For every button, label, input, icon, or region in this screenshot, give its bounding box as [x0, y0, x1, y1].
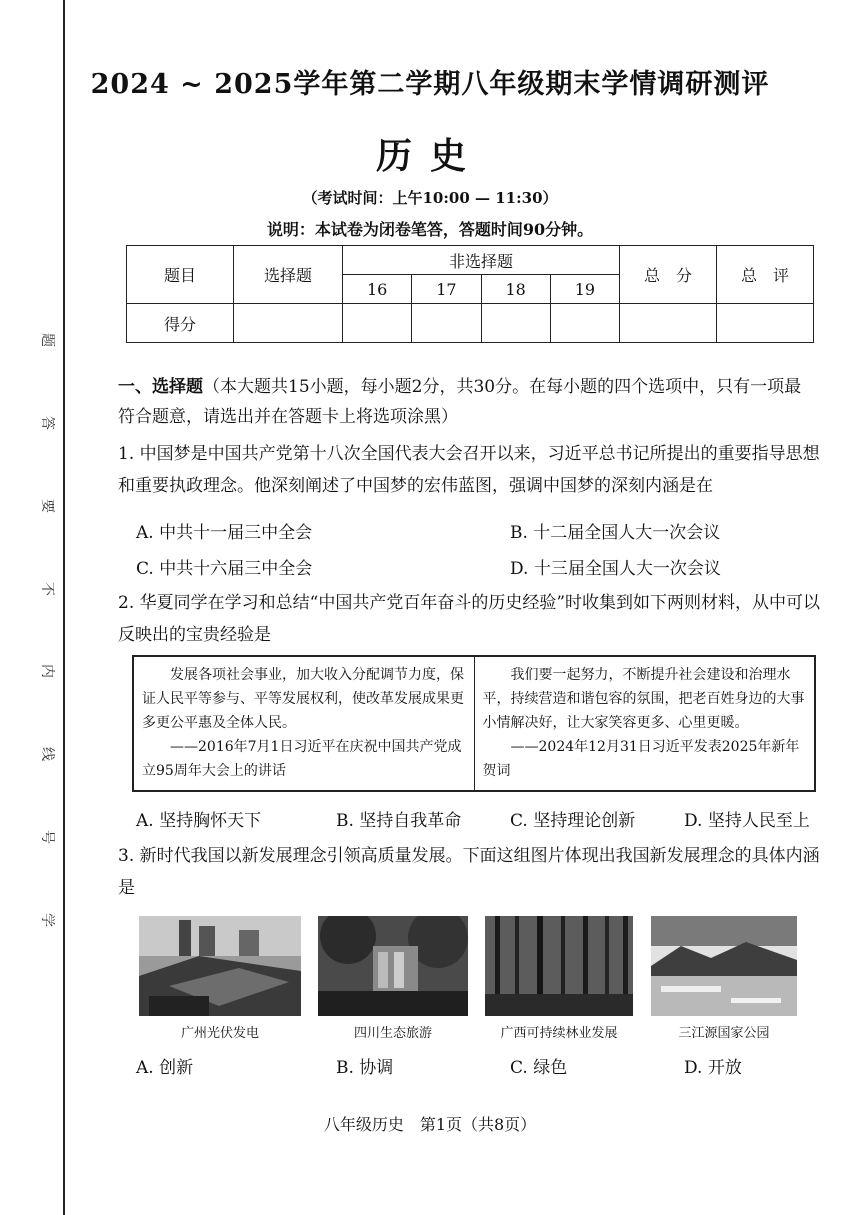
page-footer: 八年级历史 第1页（共8页）	[323, 1115, 537, 1134]
q1-option-c: C. 中共十六届三中全会	[136, 559, 313, 579]
score-cell	[620, 304, 717, 343]
section-1-intro	[118, 372, 818, 432]
binding-line	[63, 0, 65, 1215]
q2-option-a: A. 坚持胸怀天下	[136, 811, 262, 831]
score-table	[126, 245, 814, 343]
margin-char: 号	[39, 830, 55, 845]
photo-caption-3: 广西可持续林业发展	[500, 1026, 618, 1041]
exam-note: 说明：本试卷为闭卷笔答，答题时间90分钟。	[266, 220, 594, 239]
q2-material-left	[134, 657, 474, 790]
q2-material-box	[132, 655, 816, 792]
q3-option-b: B. 协调	[336, 1058, 394, 1078]
score-table-q16: 16	[343, 275, 412, 304]
q2-quote-left: 发展各项社会事业，加大收入分配调节力度，保证人民平等参与、平等发展权利，使改革发展成果更多更公平惠及全体人民。	[142, 667, 464, 731]
q3-option-d: D. 开放	[684, 1058, 742, 1078]
score-cell	[234, 304, 343, 343]
score-cell	[481, 304, 550, 343]
photo-caption-1: 广州光伏发电	[180, 1026, 259, 1041]
photo-guangxi-forestry	[485, 916, 633, 1016]
photo-caption-4: 三江源国家公园	[678, 1026, 770, 1041]
q2-source-left: ——2016年7月1日习近平在庆祝中国共产党成立95周年大会上的讲话	[142, 739, 462, 779]
score-table-header-choice: 选择题	[234, 246, 343, 304]
score-cell	[550, 304, 619, 343]
photo-sichuan-ecotourism	[318, 916, 468, 1016]
q1-option-d: D. 十三届全国人大一次会议	[510, 559, 721, 579]
question-3-stem: 3. 新时代我国以新发展理念引领高质量发展。下面这组图片体现出我国新发展理念的具体内涵是	[118, 846, 820, 898]
score-table-header-item: 题目	[127, 246, 234, 304]
q1-option-a: A. 中共十一届三中全会	[136, 523, 313, 543]
score-table-row-label: 得分	[127, 304, 234, 343]
margin-char: 不	[39, 581, 55, 596]
score-table-header-non-choice: 非选择题	[343, 246, 620, 275]
margin-char: 要	[39, 498, 55, 513]
subject-title: 历史	[375, 135, 484, 177]
score-table-q18: 18	[481, 275, 550, 304]
margin-char: 线	[39, 747, 55, 762]
photo-sanjiangyuan-park	[651, 916, 797, 1016]
q3-option-c: C. 绿色	[510, 1058, 568, 1078]
margin-char: 题	[39, 333, 55, 347]
q2-source-right: ——2024年12月31日习近平发表2025年新年贺词	[482, 739, 800, 779]
q2-option-b: B. 坚持自我革命	[336, 811, 462, 831]
q3-option-a: A. 创新	[136, 1058, 194, 1078]
q2-material-right	[474, 657, 815, 790]
q1-option-b: B. 十二届全国人大一次会议	[510, 523, 721, 543]
binding-margin-text	[38, 330, 58, 930]
score-cell	[343, 304, 412, 343]
margin-char: 内	[39, 664, 55, 679]
section-1-heading: 一、选择题	[118, 377, 203, 397]
question-1-stem: 1. 中国梦是中国共产党第十八次全国代表大会召开以来，习近平总书记所提出的重要指导思想和重要执政理念。他深刻阐述了中国梦的宏伟蓝图，强调中国梦的深刻内涵是在	[118, 444, 820, 496]
score-cell	[412, 304, 481, 343]
score-table-header-review: 总 评	[717, 246, 814, 304]
score-table-q17: 17	[412, 275, 481, 304]
exam-title: 2024 ~ 2025学年第二学期八年级期末学情调研测评	[90, 69, 770, 100]
section-1-desc: （本大题共15小题，每小题2分，共30分。在每小题的四个选项中，只有一项最符合题意，请选出并在答题卡上将选项涂黑）	[118, 377, 802, 427]
photo-caption-2: 四川生态旅游	[353, 1026, 432, 1041]
q2-option-c: C. 坚持理论创新	[510, 811, 636, 831]
question-2-stem: 2. 华夏同学在学习和总结“中国共产党百年奋斗的历史经验”时收集到如下两则材料，从中可以反映出的宝贵经验是	[118, 593, 821, 645]
score-cell	[717, 304, 814, 343]
q2-quote-right: 我们要一起努力，不断提升社会建设和治理水平，持续营造和谐包容的氛围，把老百姓身边的大事小情解决好，让大家笑容更多、心里更暖。	[482, 667, 805, 731]
score-table-header-total: 总 分	[620, 246, 717, 304]
photo-guangzhou-solar	[139, 916, 301, 1016]
margin-char: 答	[39, 415, 55, 430]
margin-char: 学	[39, 912, 55, 927]
q2-option-d: D. 坚持人民至上	[684, 811, 810, 831]
exam-time: （考试时间：上午10:00 — 11:30）	[302, 189, 558, 207]
score-table-q19: 19	[550, 275, 619, 304]
